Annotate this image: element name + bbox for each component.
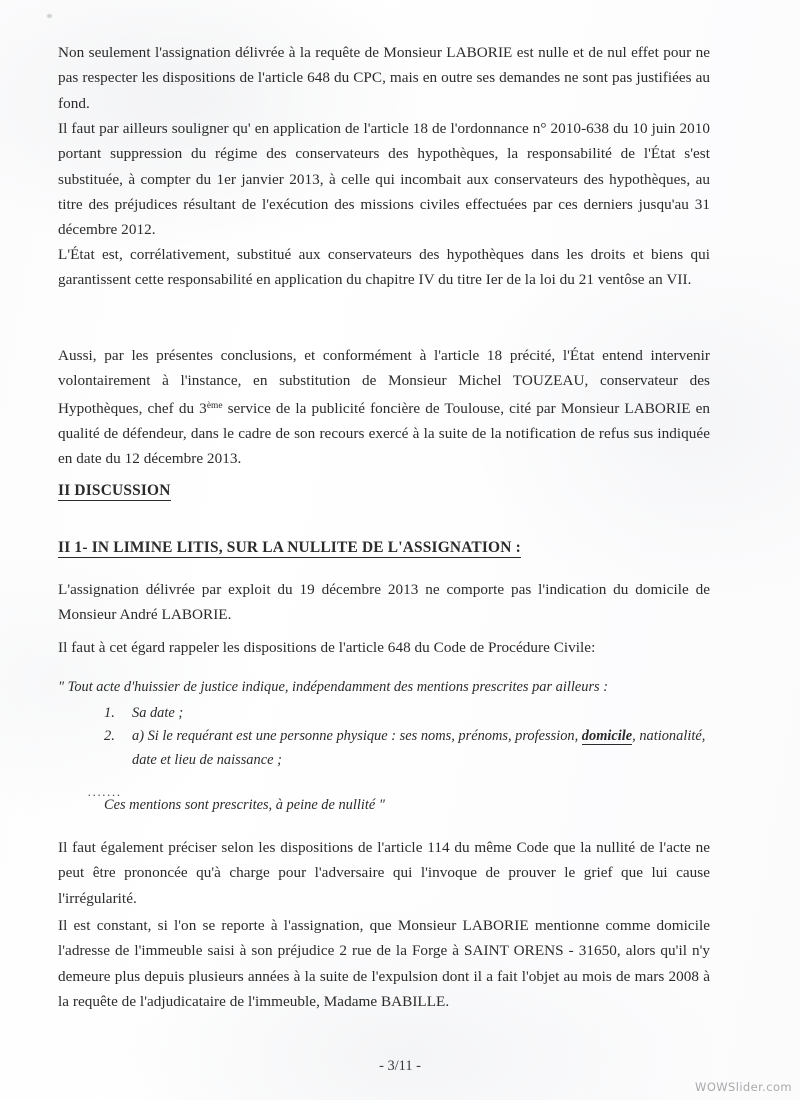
quotation-item-text-before: a) Si le requérant est une personne physique : ses noms, prénoms, profession, (132, 728, 582, 745)
quotation-item-number: 1. (104, 704, 115, 721)
paragraph-block-8 (58, 913, 710, 1014)
quotation-item-list (58, 702, 710, 773)
paragraph-2 (58, 116, 710, 242)
quotation-emphasis-domicile: domicile (581, 728, 633, 745)
paragraph-block-3 (58, 242, 710, 293)
legal-quotation-block (58, 676, 710, 804)
paragraph-block-2 (58, 116, 710, 242)
paragraph-block-5 (58, 577, 710, 628)
heading-subsection-nullite-label: II 1- IN LIMINE LITIS, SUR LA NULLITE DE L'ASSIGNATION : (58, 539, 521, 556)
heading-section-discussion-label: II DISCUSSION (58, 482, 171, 499)
heading-subsection-nullite (58, 537, 521, 559)
page-footer (0, 1058, 800, 1075)
paragraph-4-part-1: Aussi, par les présentes conclusions, et conformément à l'article 18 précité, l'État entend intervenir volontairement à l'instance, en substitution de Monsieur Michel TOUZEAU, conservateur des Hypothèques, chef du 3 (58, 347, 710, 417)
quotation-item-text-after: , nationalité, date et lieu de naissance ; (132, 728, 706, 768)
quotation-item-text: Sa date ; (132, 704, 184, 721)
paragraph-4 (58, 343, 710, 471)
watermark-label: WOWSlider.com (695, 1080, 792, 1094)
paragraph-7: Il faut également préciser selon les dispositions de l'article 114 du même Code que la nullité de l'acte ne peut être prononcée qu'à charge pour l'adversaire qui l'invoque de prouver le grief que lui cause l'irrégularité. (58, 839, 710, 907)
paragraph-2-text: Il faut par ailleurs souligner qu' en application de l'article 18 de l'ordonnance n° 2010-638 du 10 juin 2010 portant suppression du régime des conservateurs des hypothèques, la responsabilité de l'État s'est substituée, à compter du 1er janvier 2013, à celle qui incombait aux conservateurs des hypothèques, au titre des préjudices résultant de l'exécution des missions civiles effectuées par ces derniers jusqu'au 31 décembre 2012. (58, 120, 710, 239)
scan-artifact-speck (47, 14, 52, 18)
ordinal-suffix-3eme: ème (206, 400, 223, 411)
quotation-lead-in: " Tout acte d'huissier de justice indique, indépendamment des mentions prescrites par ailleurs : (58, 679, 609, 695)
quotation-list-item (104, 725, 710, 772)
paragraph-block-7 (58, 835, 710, 911)
document-text-column (58, 0, 710, 1100)
paragraph-block-4 (58, 343, 710, 471)
heading-section-discussion (58, 480, 171, 502)
paragraph-5: L'assignation délivrée par exploit du 19 décembre 2013 ne comporte pas l'indication du domicile de Monsieur André LABORIE. (58, 581, 710, 624)
quotation-ellipsis: ....... (88, 784, 122, 800)
paragraph-6: Il faut à cet égard rappeler les dispositions de l'article 648 du Code de Procédure Civile: (58, 639, 596, 656)
paragraph-block-1 (58, 40, 710, 116)
quotation-item-number: 2. (104, 728, 115, 745)
paragraph-3: L'État est, corrélativement, substitué aux conservateurs des hypothèques dans les droits et biens qui garantissent cette responsabilité en application du chapitre IV du titre Ier de la loi du 21 ventôse an VII. (58, 246, 710, 289)
paragraph-4-part-2: service de la publicité foncière de Toulouse, cité par Monsieur LABORIE en qualité de défendeur, dans le cadre de son recours exercé à la suite de la notification de refus sus indiquée en date du 12 décembre 2013. (58, 399, 710, 468)
paragraph-block-6 (58, 635, 710, 660)
quotation-closing-line: Ces mentions sont prescrites, à peine de nullité " (104, 797, 385, 813)
quotation-list-item (104, 702, 710, 726)
paragraph-8: Il est constant, si l'on se reporte à l'assignation, que Monsieur LABORIE mentionne comme domicile l'adresse de l'immeuble saisi à son préjudice 2 rue de la Forge à SAINT ORENS - 31650, alors qu'il n'y demeure plus depuis plusieurs années à la suite de l'expulsion dont il a fait l'objet au mois de mars 2008 à la requête de l'adjudicataire de l'immeuble, Madame BABILLE. (58, 917, 710, 1010)
paragraph-1: Non seulement l'assignation délivrée à la requête de Monsieur LABORIE est nulle et de nul effet pour ne pas respecter les dispositions de l'article 648 du CPC, mais en outre ses demandes ne sont pas justifiées au fond. (58, 44, 710, 112)
page-number: - 3/11 - (379, 1058, 421, 1074)
